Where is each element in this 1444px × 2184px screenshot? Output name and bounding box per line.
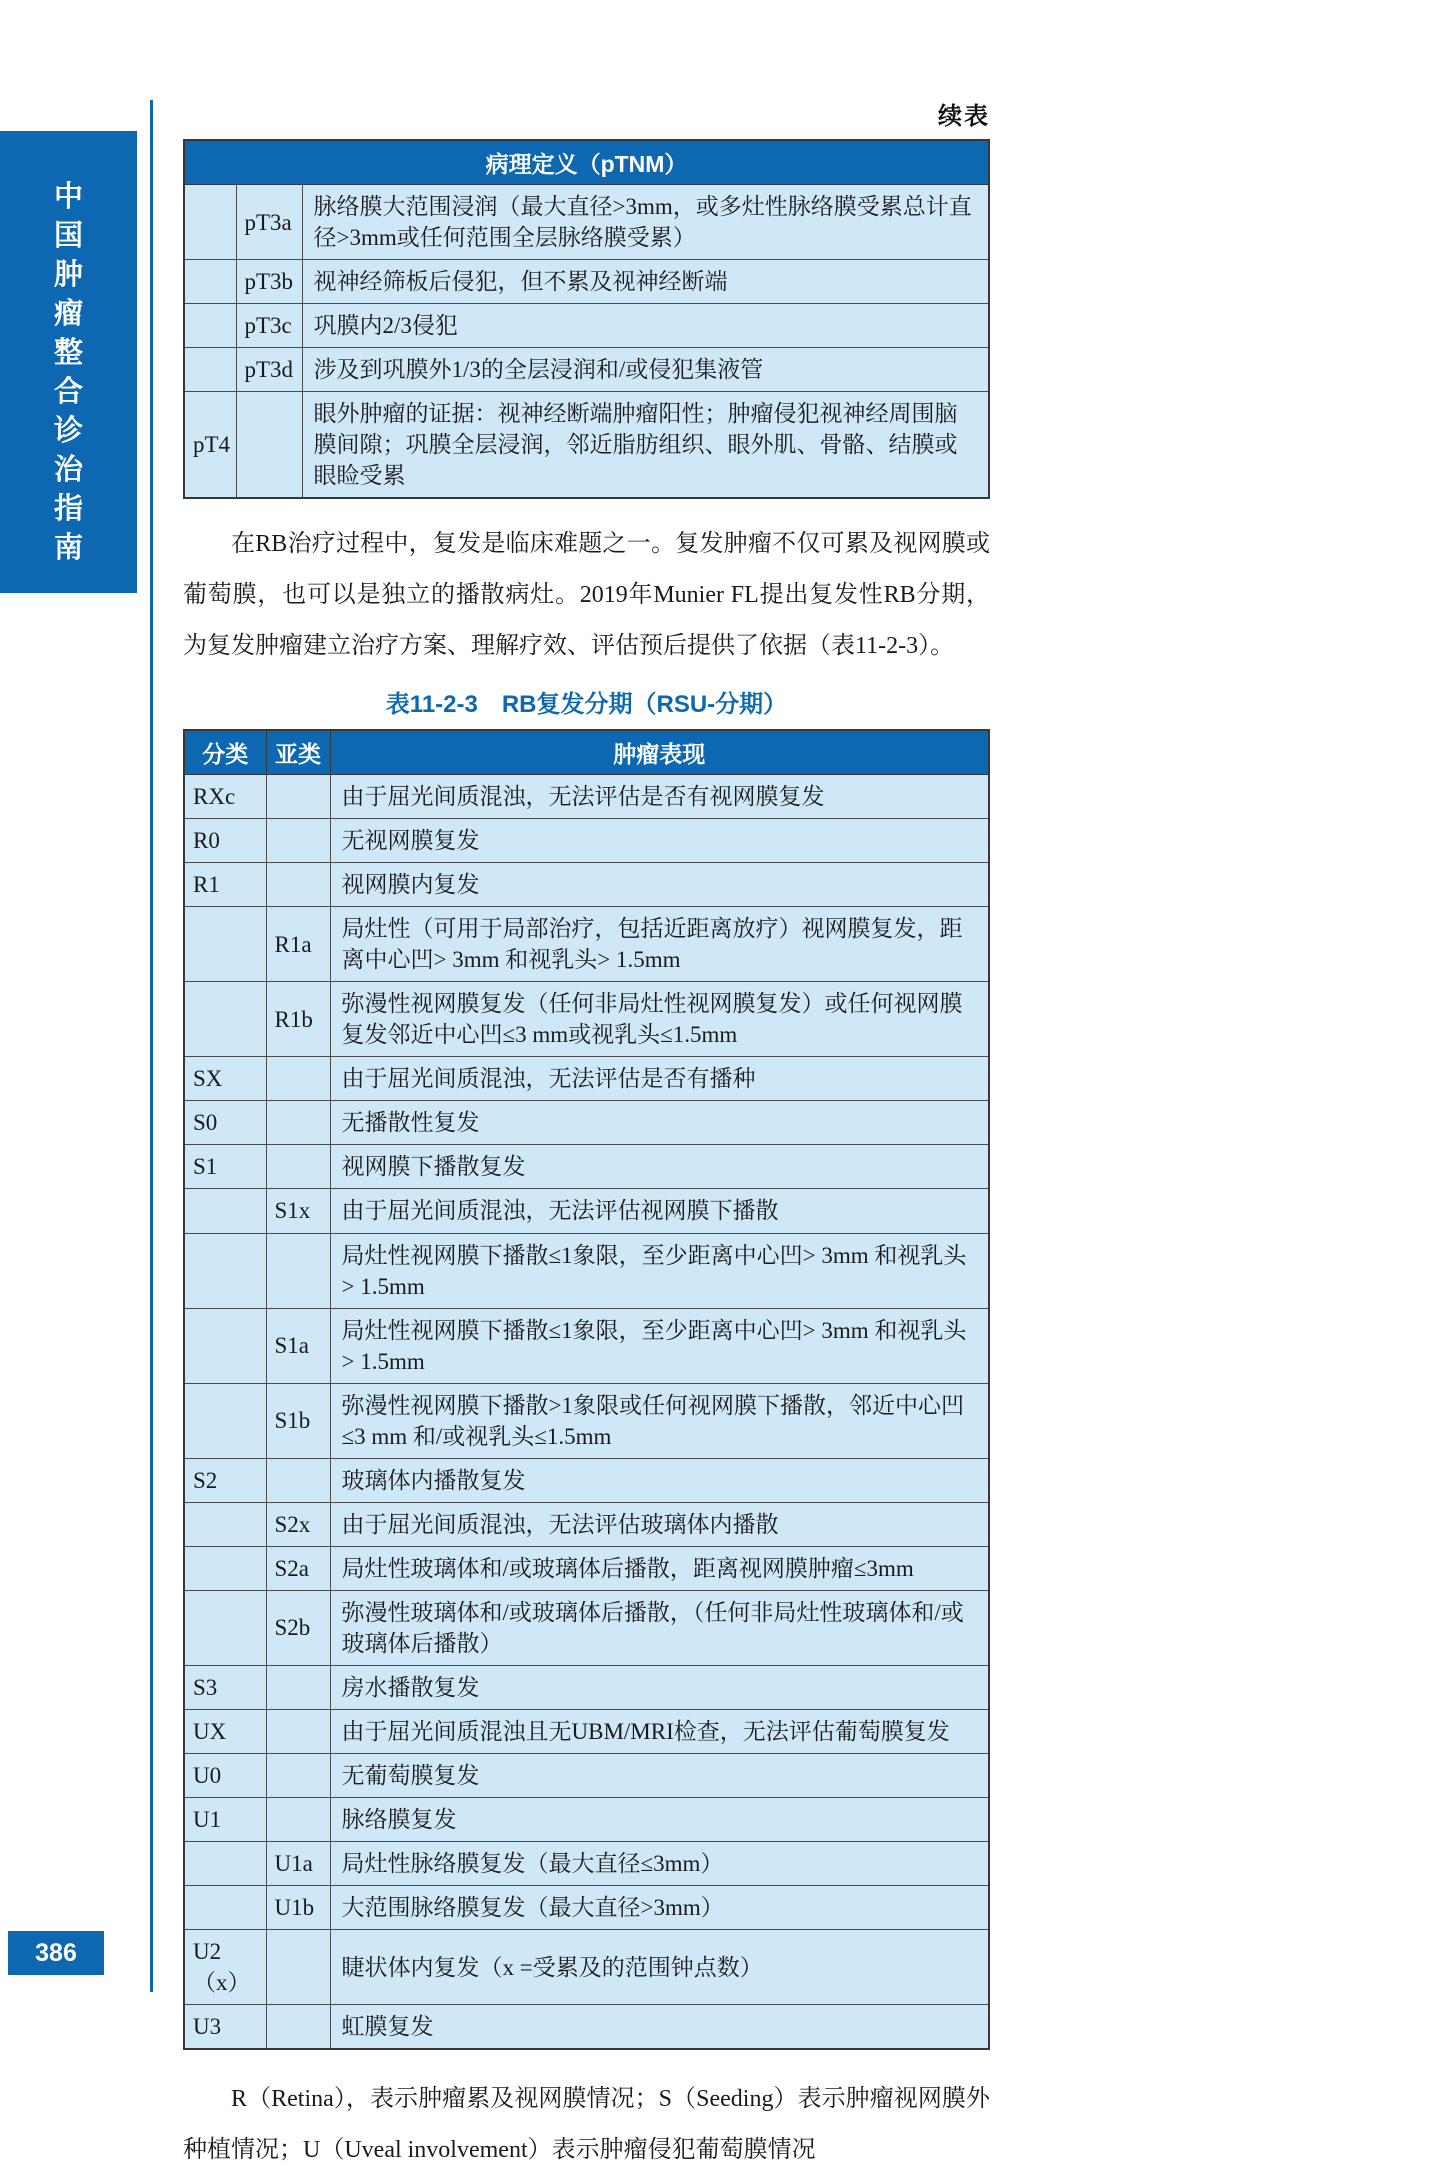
ptnm-row-cls — [184, 304, 236, 348]
rsu-row-cls — [184, 1308, 266, 1383]
intro-paragraph: 在RB治疗过程中，复发是临床难题之一。复发肿瘤不仅可累及视网膜或葡萄膜，也可以是独立的播散病灶。2019年Munier FL提出复发性RB分期，为复发肿瘤建立治疗方案、理解疗效、评估预后提供了依据（表11-2-3）。 — [183, 531, 990, 660]
page-number-badge — [8, 1931, 104, 1975]
rsu-row — [184, 1101, 989, 1145]
rsu-row-sub — [266, 1798, 330, 1842]
rsu-row-desc: 视网膜内复发 — [330, 863, 989, 907]
rsu-col-subclass: 亚类 — [266, 730, 330, 775]
rsu-row-sub: U1a — [266, 1842, 330, 1886]
rsu-row — [184, 863, 989, 907]
ptnm-table-header-row — [184, 140, 989, 185]
rsu-row-sub — [266, 1458, 330, 1502]
ptnm-row-sub: pT3b — [236, 260, 302, 304]
rsu-row-desc: 睫状体内复发（x =受累及的范围钟点数） — [330, 1930, 989, 2005]
continued-table-label: 续表 — [938, 104, 990, 130]
rsu-row-desc: 由于屈光间质混浊，无法评估是否有播种 — [330, 1057, 989, 1101]
rsu-row-desc: 由于屈光间质混浊，无法评估玻璃体内播散 — [330, 1502, 989, 1546]
rsu-row — [184, 1502, 989, 1546]
rsu-row-desc: 大范围脉络膜复发（最大直径>3mm） — [330, 1886, 989, 1930]
rsu-row-sub: R1a — [266, 907, 330, 982]
rsu-row-sub — [266, 1710, 330, 1754]
ptnm-row-sub: pT3c — [236, 304, 302, 348]
rsu-row — [184, 1057, 989, 1101]
sidebar-char: 整 — [53, 337, 83, 369]
ptnm-row-desc: 脉络膜大范围浸润（最大直径>3mm，或多灶性脉络膜受累总计直径>3mm或任何范围全层脉络膜受累） — [302, 185, 989, 260]
rsu-row-cls — [184, 1233, 266, 1308]
rsu-row-cls: S3 — [184, 1666, 266, 1710]
rsu-row-cls — [184, 1842, 266, 1886]
rsu-row-sub: S2b — [266, 1590, 330, 1665]
ptnm-table-body — [184, 185, 989, 499]
rsu-row — [184, 1308, 989, 1383]
rsu-row-cls: U0 — [184, 1754, 266, 1798]
rsu-table-body — [184, 775, 989, 2050]
rsu-row-cls — [184, 1383, 266, 1458]
rsu-row-sub — [266, 1666, 330, 1710]
rsu-row — [184, 1842, 989, 1886]
rsu-row — [184, 1546, 989, 1590]
rsu-row — [184, 1233, 989, 1308]
ptnm-row-sub: pT3a — [236, 185, 302, 260]
rsu-row — [184, 1145, 989, 1189]
rsu-row-desc: 局灶性脉络膜复发（最大直径≤3mm） — [330, 1842, 989, 1886]
page-number: 386 — [35, 1938, 77, 1967]
rsu-row-sub: U1b — [266, 1886, 330, 1930]
rsu-row-cls: R1 — [184, 863, 266, 907]
rsu-row-desc: 虹膜复发 — [330, 2005, 989, 2050]
rsu-row — [184, 1886, 989, 1930]
ptnm-row-desc: 视神经筛板后侵犯，但不累及视神经断端 — [302, 260, 989, 304]
rsu-row-cls: RXc — [184, 775, 266, 819]
rsu-row-sub — [266, 1057, 330, 1101]
rsu-row — [184, 1754, 989, 1798]
rsu-row-cls: R0 — [184, 819, 266, 863]
rsu-row-cls — [184, 1546, 266, 1590]
vertical-divider — [150, 100, 153, 1992]
rsu-row — [184, 1798, 989, 1842]
rsu-row-sub — [266, 775, 330, 819]
rsu-row-desc: 由于屈光间质混浊，无法评估视网膜下播散 — [330, 1189, 989, 1233]
rsu-row — [184, 1930, 989, 2005]
ptnm-row-cls — [184, 260, 236, 304]
rsu-row — [184, 775, 989, 819]
rsu-row-sub: R1b — [266, 982, 330, 1057]
rsu-row-cls: U2（x） — [184, 1930, 266, 2005]
rsu-col-class: 分类 — [184, 730, 266, 775]
rsu-row-cls: SX — [184, 1057, 266, 1101]
sidebar-char: 诊 — [53, 415, 83, 447]
rsu-row-desc: 无视网膜复发 — [330, 819, 989, 863]
rsu-row-cls — [184, 982, 266, 1057]
rsu-row-desc: 玻璃体内播散复发 — [330, 1458, 989, 1502]
ptnm-row — [184, 260, 989, 304]
rsu-row-sub — [266, 863, 330, 907]
ptnm-row-cls — [184, 185, 236, 260]
rsu-row-cls — [184, 907, 266, 982]
ptnm-row-desc: 眼外肿瘤的证据：视神经断端肿瘤阳性；肿瘤侵犯视神经周围脑膜间隙；巩膜全层浸润，邻近脂肪组织、眼外肌、骨骼、结膜或眼睑受累 — [302, 392, 989, 499]
rsu-row — [184, 1666, 989, 1710]
rsu-row-sub — [266, 1145, 330, 1189]
rsu-row — [184, 1458, 989, 1502]
rsu-row-desc: 无葡萄膜复发 — [330, 1754, 989, 1798]
rsu-row-cls — [184, 1502, 266, 1546]
rsu-row — [184, 1590, 989, 1665]
ptnm-row-sub: pT3d — [236, 348, 302, 392]
rsu-row-desc: 由于屈光间质混浊且无UBM/MRI检查，无法评估葡萄膜复发 — [330, 1710, 989, 1754]
rsu-row-desc: 弥漫性玻璃体和/或玻璃体后播散，（任何非局灶性玻璃体和/或玻璃体后播散） — [330, 1590, 989, 1665]
sidebar-band — [0, 131, 137, 593]
rsu-table-caption: 表11-2-3 RB复发分期（RSU-分期） — [385, 691, 788, 718]
rsu-row-cls: S1 — [184, 1145, 266, 1189]
rsu-row-desc: 弥漫性视网膜复发（任何非局灶性视网膜复发）或任何视网膜复发邻近中心凹≤3 mm或视乳头≤1.5mm — [330, 982, 989, 1057]
rsu-row — [184, 819, 989, 863]
sidebar-char: 南 — [53, 532, 83, 564]
ptnm-row-cls — [184, 348, 236, 392]
sidebar-char: 指 — [53, 493, 83, 525]
rsu-row — [184, 2005, 989, 2050]
rsu-row-cls — [184, 1590, 266, 1665]
rsu-col-presentation: 肿瘤表现 — [330, 730, 989, 775]
ptnm-row-sub — [236, 392, 302, 499]
rsu-row — [184, 1383, 989, 1458]
ptnm-row-cls: pT4 — [184, 392, 236, 499]
sidebar-char: 中 — [53, 181, 83, 213]
rsu-row-sub: S1a — [266, 1308, 330, 1383]
rsu-row-desc: 局灶性视网膜下播散≤1象限，至少距离中心凹> 3mm 和视乳头> 1.5mm — [330, 1308, 989, 1383]
sidebar-char: 肿 — [53, 259, 83, 291]
sidebar-char: 合 — [53, 376, 83, 408]
content — [183, 96, 990, 2184]
rsu-row-sub — [266, 1754, 330, 1798]
rsu-row-desc: 脉络膜复发 — [330, 1798, 989, 1842]
footnote: R（Retina），表示肿瘤累及视网膜情况；S（Seeding）表示肿瘤视网膜外种植情况；U（Uveal involvement）表示肿瘤侵犯葡萄膜情况 — [183, 2086, 990, 2164]
ptnm-table — [183, 139, 990, 499]
rsu-row-cls: UX — [184, 1710, 266, 1754]
rsu-row-cls — [184, 1189, 266, 1233]
rsu-row-desc: 视网膜下播散复发 — [330, 1145, 989, 1189]
sidebar-char: 瘤 — [53, 298, 83, 330]
rsu-table — [183, 729, 990, 2050]
rsu-row-desc: 局灶性（可用于局部治疗，包括近距离放疗）视网膜复发，距离中心凹> 3mm 和视乳头> 1.5mm — [330, 907, 989, 982]
sidebar-char: 国 — [53, 220, 83, 252]
rsu-row-sub: S2a — [266, 1546, 330, 1590]
ptnm-row — [184, 185, 989, 260]
rsu-table-header-row — [184, 730, 989, 775]
rsu-row — [184, 907, 989, 982]
rsu-row-cls: S0 — [184, 1101, 266, 1145]
rsu-row-cls — [184, 1886, 266, 1930]
rsu-row-sub — [266, 1101, 330, 1145]
rsu-row-cls: U3 — [184, 2005, 266, 2050]
rsu-row-sub: S1b — [266, 1383, 330, 1458]
rsu-row-desc: 无播散性复发 — [330, 1101, 989, 1145]
rsu-row — [184, 1189, 989, 1233]
rsu-row — [184, 982, 989, 1057]
ptnm-row — [184, 392, 989, 499]
ptnm-row-desc: 涉及到巩膜外1/3的全层浸润和/或侵犯集液管 — [302, 348, 989, 392]
ptnm-row — [184, 304, 989, 348]
ptnm-table-title: 病理定义（pTNM） — [184, 140, 989, 185]
rsu-row-sub — [266, 1233, 330, 1308]
rsu-row-desc: 局灶性玻璃体和/或玻璃体后播散，距离视网膜肿瘤≤3mm — [330, 1546, 989, 1590]
rsu-row-sub — [266, 2005, 330, 2050]
rsu-row-cls: U1 — [184, 1798, 266, 1842]
rsu-row-sub — [266, 1930, 330, 2005]
rsu-row-cls: S2 — [184, 1458, 266, 1502]
rsu-row-sub — [266, 819, 330, 863]
rsu-row-desc: 弥漫性视网膜下播散>1象限或任何视网膜下播散，邻近中心凹≤3 mm 和/或视乳头≤1.5mm — [330, 1383, 989, 1458]
rsu-row-desc: 局灶性视网膜下播散≤1象限，至少距离中心凹> 3mm 和视乳头> 1.5mm — [330, 1233, 989, 1308]
rsu-row-sub: S2x — [266, 1502, 330, 1546]
rsu-row-desc: 房水播散复发 — [330, 1666, 989, 1710]
ptnm-row-desc: 巩膜内2/3侵犯 — [302, 304, 989, 348]
rsu-row — [184, 1710, 989, 1754]
sidebar-char: 治 — [53, 454, 83, 486]
rsu-row-desc: 由于屈光间质混浊，无法评估是否有视网膜复发 — [330, 775, 989, 819]
rsu-row-sub: S1x — [266, 1189, 330, 1233]
ptnm-row — [184, 348, 989, 392]
